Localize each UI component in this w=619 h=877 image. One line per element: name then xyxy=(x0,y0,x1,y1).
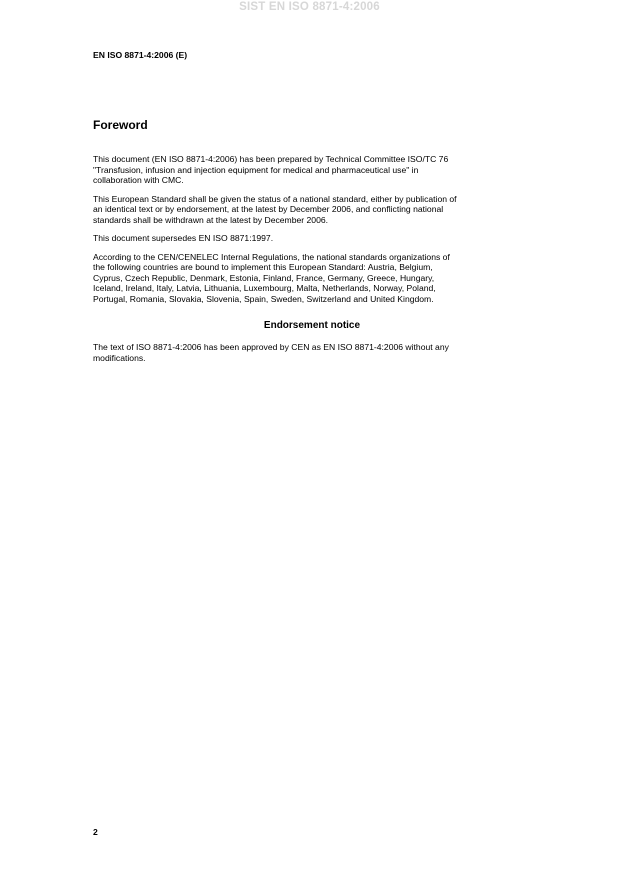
endorsement-heading: Endorsement notice xyxy=(263,320,361,331)
foreword-heading: Foreword xyxy=(93,118,148,132)
foreword-paragraph: According to the CEN/CENELEC Internal Regulations, the national standards organizations of the following countries are bound to implement this European Standard: Austria, Belgium, Cyprus, Czech Republic, Denmark, Estonia, Finland, France, Germany, Greece, Hungary, Iceland, Ireland, Italy, Latvia, Lithuania, Luxembourg, Malta, Netherlands, Norway, Poland, Portugal, Romania, Slovakia, Slovenia, Spain, Sweden, Switzerland and United Kingdom. xyxy=(93,251,450,304)
document-identifier: EN ISO 8871-4:2006 (E) xyxy=(93,50,188,60)
foreword-paragraph: This document supersedes EN ISO 8871:1997. xyxy=(93,233,274,243)
foreword-paragraph: This document (EN ISO 8871-4:2006) has been prepared by Technical Committee ISO/TC 76 "Transfusion, infusion and injection equipment for medical and pharmaceutical use" in collaboration with CMC. xyxy=(93,154,449,185)
page-number: 2 xyxy=(93,827,98,837)
watermark: SIST EN ISO 8871-4:2006 xyxy=(239,1,380,13)
foreword-paragraph: This European Standard shall be given the status of a national standard, either by publication of an identical text or by endorsement, at the latest by December 2006, and conflicting national standards shall be withdrawn at the latest by December 2006. xyxy=(93,193,457,225)
endorsement-paragraph: The text of ISO 8871-4:2006 has been approved by CEN as EN ISO 8871-4:2006 without any modifications. xyxy=(93,342,449,363)
document-body xyxy=(93,154,543,371)
